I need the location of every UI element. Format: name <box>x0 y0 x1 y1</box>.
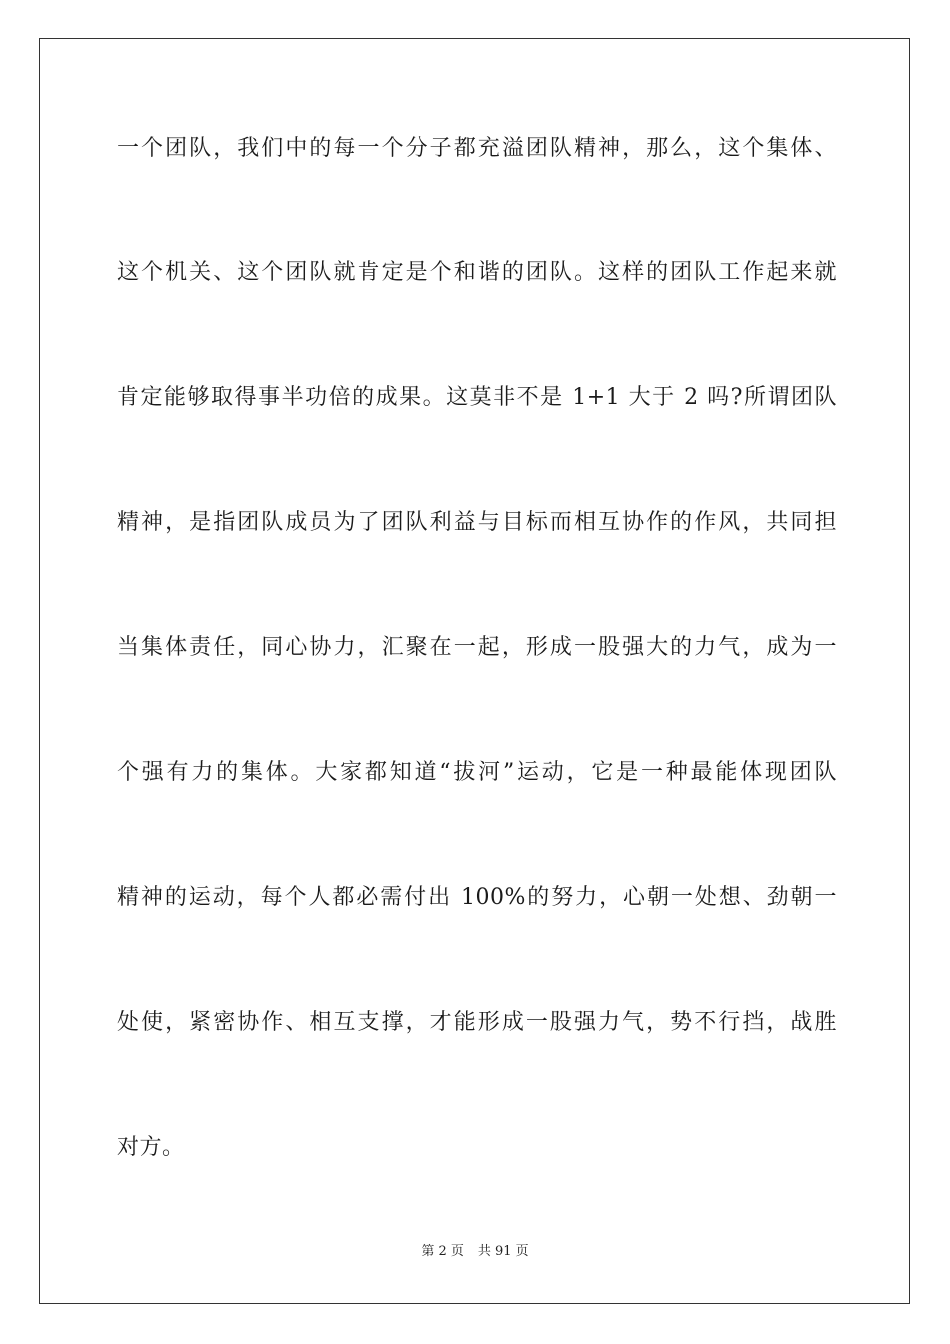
page-border <box>39 38 910 1304</box>
text-line: 处使，紧密协作、相互支撑，才能形成一股强力气，势不行挡，战胜 <box>117 1010 837 1035</box>
text-line: 个强有力的集体。大家都知道“拔河”运动，它是一种最能体现团队 <box>117 760 837 785</box>
text-line: 当集体责任，同心协力，汇聚在一起，形成一股强大的力气，成为一 <box>117 635 837 660</box>
text-line: 精神的运动，每个人都必需付出 100%的努力，心朝一处想、劲朝一 <box>117 885 837 910</box>
text-line: 对方。 <box>117 1135 185 1160</box>
page-total: 共 91 页 <box>477 1244 529 1259</box>
text-line: 肯定能够取得事半功倍的成果。这莫非不是 1+1 大于 2 吗?所谓团队 <box>117 385 837 410</box>
page-number: 第 2 页 <box>421 1244 464 1259</box>
text-line: 这个机关、这个团队就肯定是个和谐的团队。这样的团队工作起来就 <box>117 260 837 285</box>
page-footer <box>0 1243 950 1261</box>
text-line: 一个团队，我们中的每一个分子都充溢团队精神，那么，这个集体、 <box>117 136 837 161</box>
text-line: 精神，是指团队成员为了团队利益与目标而相互协作的作风，共同担 <box>117 510 837 535</box>
